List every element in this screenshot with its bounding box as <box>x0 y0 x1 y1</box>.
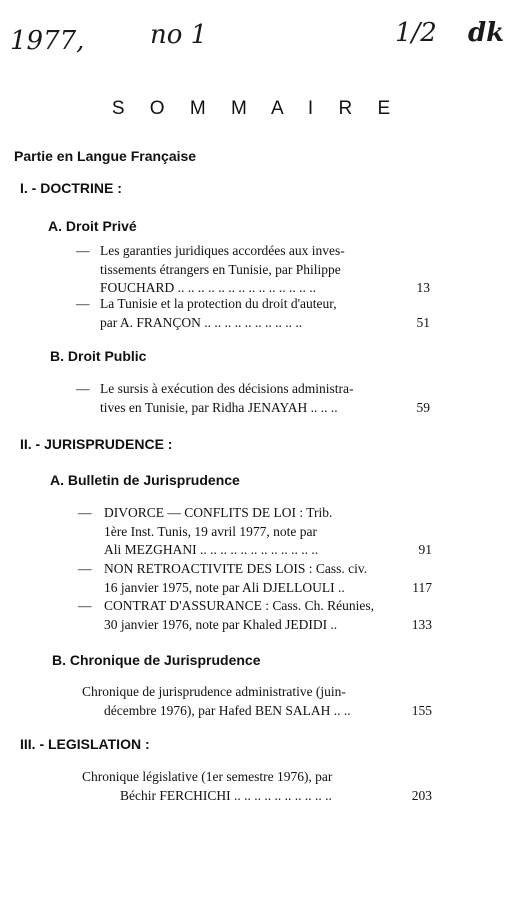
entry-line: Ali MEZGHANI .. .. .. .. .. .. .. .. .. .. .. .. <box>104 542 319 557</box>
page-title: S O M M A I R E <box>111 98 401 119</box>
page-number: 59 <box>416 399 430 415</box>
entry-line: 1ère Inst. Tunis, 19 avril 1977, note par <box>104 523 317 539</box>
part-heading: Partie en Langue Française <box>14 148 197 164</box>
handwritten-mark: dk <box>468 18 505 48</box>
entry-line: Le sursis à exécution des décisions administra- <box>100 381 354 396</box>
entry-line: par A. FRANÇON .. .. .. .. .. .. .. .. .. .. <box>100 314 303 330</box>
entry-dash: — <box>76 381 90 396</box>
entry-line: 16 janvier 1975, note par Ali DJELLOULI .. <box>104 579 345 595</box>
subsection-chronique: B. Chronique de Jurisprudence <box>52 652 261 668</box>
section-jurisprudence-heading: II. - JURISPRUDENCE : <box>20 436 173 452</box>
entry-line: FOUCHARD .. .. .. .. .. .. .. .. .. .. .. .. .. .. <box>100 280 317 295</box>
entry-dash: — <box>78 598 92 613</box>
page-number: 91 <box>418 542 432 557</box>
page-number: 13 <box>416 280 430 295</box>
entry-line: Chronique législative (1er semestre 1976), par <box>82 769 333 784</box>
entry-dash: — <box>76 243 90 258</box>
toc-entry <box>76 295 430 332</box>
toc-entry <box>78 504 432 560</box>
entry-dash: — <box>78 505 92 520</box>
entry-dash: — <box>76 296 90 311</box>
toc-entry <box>78 597 432 634</box>
handwritten-year: 1977, <box>10 26 85 56</box>
handwritten-number: no 1 <box>150 20 208 50</box>
subsection-bulletin: A. Bulletin de Jurisprudence <box>50 472 240 488</box>
subsection-droit-public: B. Droit Public <box>50 348 147 364</box>
toc-entry <box>82 683 432 720</box>
handwritten-fraction: 1/2 <box>395 18 437 48</box>
entry-line: CONTRAT D'ASSURANCE : Cass. Ch. Réunies, <box>104 598 374 613</box>
entry-line: 30 janvier 1976, note par Khaled JEDIDI .. <box>104 616 338 632</box>
page-number: 51 <box>416 314 430 330</box>
toc-entry <box>78 560 432 597</box>
entry-line: Chronique de jurisprudence administrative (juin- <box>82 684 346 699</box>
toc-entry <box>76 380 430 417</box>
subsection-droit-prive: A. Droit Privé <box>48 218 137 234</box>
page-number: 133 <box>411 616 432 632</box>
entry-line: Béchir FERCHICHI .. .. .. .. .. .. .. .. .. .. <box>120 787 332 803</box>
entry-line: DIVORCE — CONFLITS DE LOI : Trib. <box>104 505 333 520</box>
section-doctrine-heading: I. - DOCTRINE : <box>20 180 122 196</box>
toc-entry <box>82 768 432 805</box>
entry-line: décembre 1976), par Hafed BEN SALAH .. .. <box>104 702 351 718</box>
page-number: 117 <box>412 579 432 595</box>
toc-entry <box>76 242 430 298</box>
entry-dash: — <box>78 561 92 576</box>
page-number: 155 <box>411 702 432 718</box>
entry-line: Les garanties juridiques accordées aux inves- <box>100 243 345 258</box>
entry-line: La Tunisie et la protection du droit d'auteur, <box>100 296 337 311</box>
entry-line: tissements étrangers en Tunisie, par Philippe <box>100 261 341 277</box>
entry-line: tives en Tunisie, par Ridha JENAYAH .. .. .. <box>100 399 338 415</box>
page-number: 203 <box>411 787 432 803</box>
section-legislation-heading: III. - LEGISLATION : <box>20 736 150 752</box>
entry-line: NON RETROACTIVITE DES LOIS : Cass. civ. <box>104 561 368 576</box>
